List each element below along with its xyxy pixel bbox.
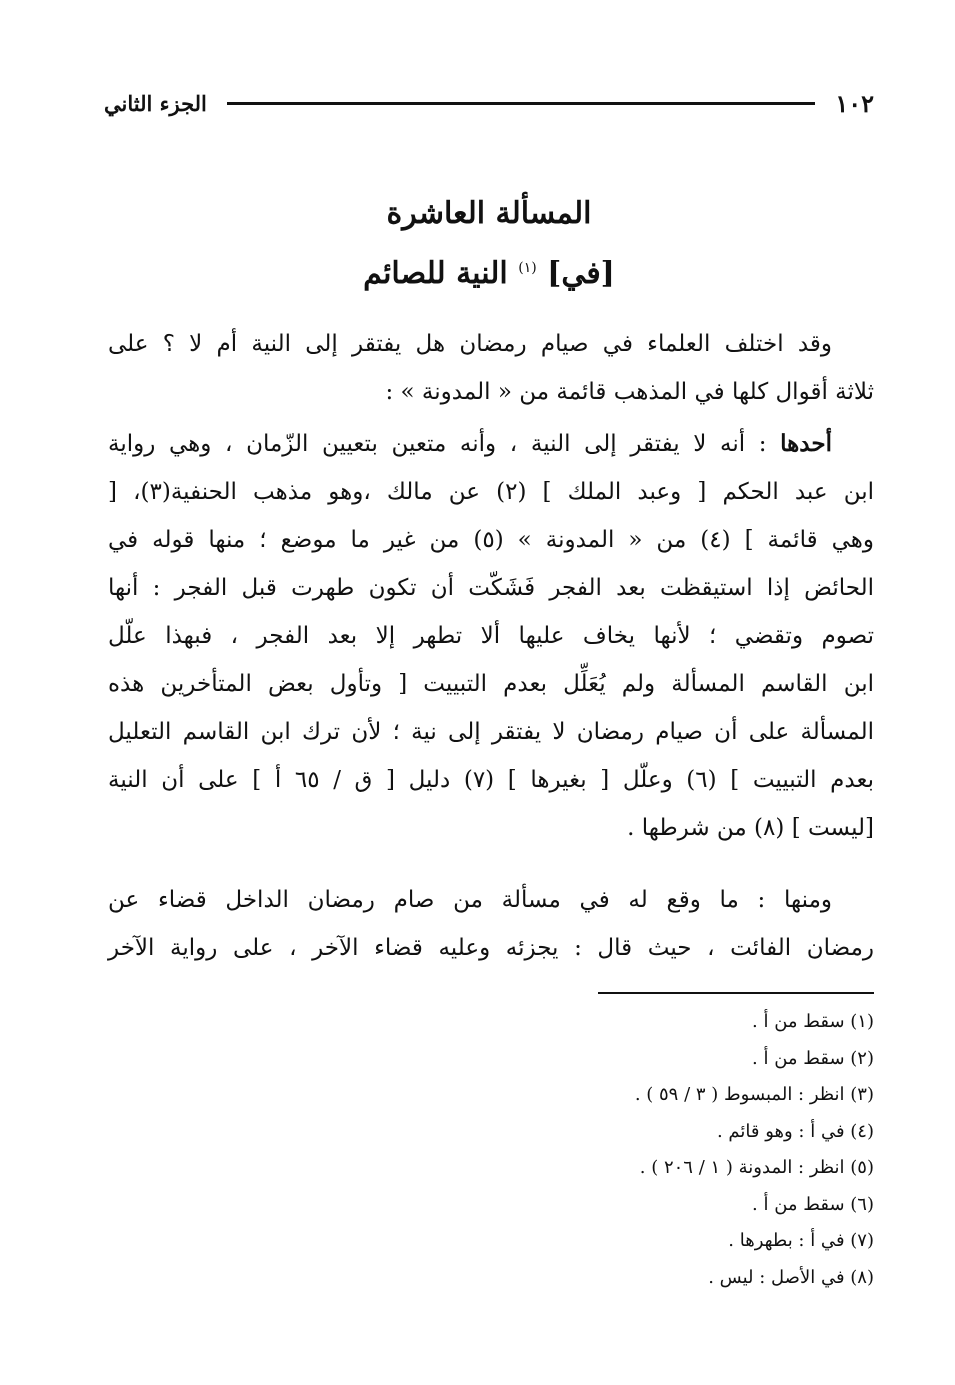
- text-span: : أنه لا يفتقر إلى النية ، وأنه متعين بتعيين الزّمان ، وهي رواية: [108, 431, 767, 457]
- section-title: المسألة العاشرة: [386, 196, 592, 231]
- section-subtitle: [104, 256, 874, 291]
- text-line: ابن عبد الحكم [ وعبد الملك ] (٢) عن مالك ،وهو مذهب الحنفية(٣)، [: [108, 479, 874, 505]
- paragraph-2: [108, 420, 874, 852]
- footnote-marker: (١): [518, 260, 537, 276]
- header-rule: [227, 102, 815, 105]
- text-line: ومنها : ما وقع له في مسألة من صام رمضان الداخل قضاء عن: [108, 887, 832, 913]
- text-line: المسألة على أن صيام رمضان لا يفتقر إلى نية ؛ لأن ترك ابن القاسم التعليل: [108, 719, 874, 745]
- footnote: (٣) انظر : المبسوط ( ٣ / ٥٩ ) .: [634, 1084, 874, 1105]
- text-line: [ليست ] (٨) من شرطها .: [627, 815, 874, 841]
- page-header: [104, 86, 874, 120]
- text-line: وهي قائمة ] (٤) من « المدونة » (٥) من غير ما موضع ؛ منها قوله في: [108, 527, 874, 553]
- footnote: (٥) انظر : المدونة ( ١ / ٢٠٦ ) .: [639, 1157, 874, 1178]
- text-line: بعدم التبييت ] (٦) وعلّل [ بغيرها ] (٧) دليل [ ق / ٦٥ أ ] على أن النية: [108, 767, 874, 793]
- text-line: ابن القاسم المسألة ولم يُعَلِّل بعدم التبييت [ وتأول بعض المتأخرين هذه: [108, 671, 874, 697]
- footnote: (٧) في أ : بطهرها .: [728, 1230, 874, 1251]
- text-line: [108, 420, 874, 468]
- subtitle-bracket: [في]: [547, 256, 615, 291]
- footnote-rule: [598, 992, 874, 994]
- footnote: (٦) سقط من أ .: [752, 1193, 874, 1215]
- paragraph-1: [108, 320, 874, 416]
- paragraph-lead: أحدها: [780, 430, 832, 457]
- footnote: (٤) في أ : وهو قائم .: [716, 1120, 874, 1142]
- text-line: ثلاثة أقوال كلها في المذهب قائمة من « المدونة » :: [385, 379, 874, 405]
- text-line: وقد اختلف العلماء في صيام رمضان هل يفتقر إلى النية أم لا ؟ على: [108, 331, 832, 357]
- footnote: (٢) سقط من أ .: [752, 1047, 874, 1069]
- page-number: ١٠٢: [835, 88, 874, 118]
- paragraph-3: [108, 876, 874, 972]
- footnote: (١) سقط من أ .: [752, 1011, 874, 1032]
- text-line: رمضان الفائت ، حيث قال : يجزئه وعليه قضاء الآخر ، على رواية الآخر: [108, 935, 874, 961]
- text-line: تصوم وتقضي ؛ لأنها يخاف عليها ألا تطهر إلا بعد الفجر ، فبهذا علّل: [108, 623, 874, 649]
- footnotes: [400, 1004, 874, 1296]
- footnote: (٨) في الأصل : ليس .: [708, 1266, 874, 1288]
- part-title: الجزء الثاني: [104, 90, 207, 116]
- text-line: الحائض إذا استيقظت بعد الفجر فَشَكّت أن تكون طهرت قبل الفجر : أنها: [108, 575, 874, 601]
- subtitle-text: النية للصائم: [363, 256, 508, 291]
